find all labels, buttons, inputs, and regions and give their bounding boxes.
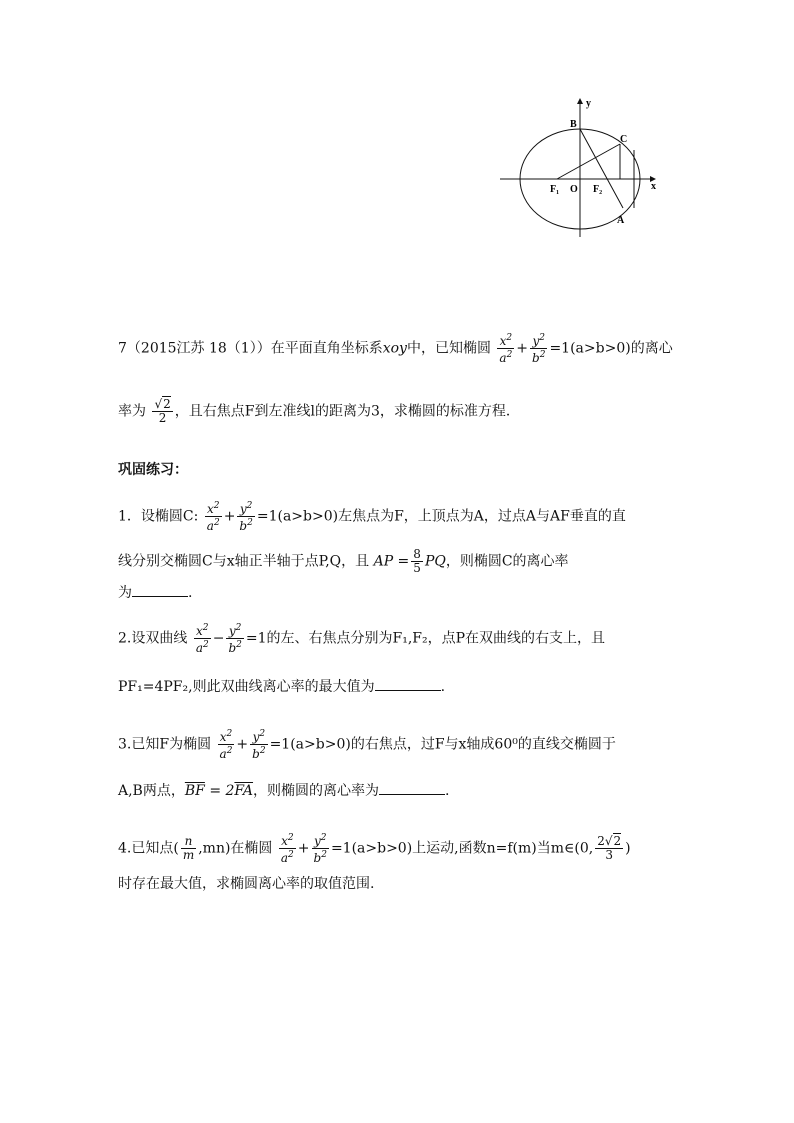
ex4-line1-d: ) [625, 840, 631, 857]
label-B: B [570, 119, 577, 130]
fraction-n-m: $\frac{n}{m}$ [182, 834, 195, 862]
ex3-line1: 3.已知F为椭圆 $\frac{x^2}{a^2}$ + $\frac{y^2}{b^2}$ =1(a>b>0)的右焦点，过F与x轴成60⁰的直线交椭圆于 [118, 729, 616, 761]
fraction-sqrt2-over-2: $\frac{√2}{2}$ [154, 397, 171, 425]
ex1-line1-a: 1．设椭圆C: [118, 508, 199, 525]
label-F1: F₁ [550, 184, 560, 195]
fraction-x2-a2: $\frac{x^2}{a^2}$ [499, 333, 513, 365]
y-axis-arrow [577, 98, 583, 104]
problem7-suffix: 的离心 [630, 340, 673, 357]
ex1-line1: 1．设椭圆C: $\frac{x^2}{a^2}$ + $\frac{y^2}{b^2}$ =1(a>b>0)左焦点为F，上顶点为A，过点A与AF垂直的直 [118, 501, 626, 533]
ex1-line3: 为 . [118, 582, 192, 603]
ex3-line1-a: 3.已知F为椭圆 [118, 736, 212, 753]
problem7-line2-prefix: 率为 [118, 403, 146, 420]
ex2-line1-a: 2.设双曲线 [118, 630, 188, 647]
fraction-x2-a2: $\frac{x^2}{a^2}$ [195, 623, 209, 655]
ex4-line1-c: =1(a>b>0)上运动,函数n=f(m)当m∈(0, [330, 840, 594, 857]
ex4-line1-a: 4.已知点( [118, 840, 179, 857]
ex3-line2-b: ，则椭圆的离心率为 [253, 783, 380, 799]
fraction-y2-b2: $\frac{y^2}{b^2}$ [532, 333, 546, 365]
label-x: x [651, 181, 656, 192]
vector-PQ: PQ [424, 553, 446, 570]
ex1-line2-b: ，则椭圆C的离心率 [445, 553, 569, 570]
ex2-line2: PF₁=4PF₂,则此双曲线离心率的最大值为 . [118, 676, 445, 697]
ex3-line2-a: A,B两点， [118, 783, 185, 799]
ex4-line1: 4.已知点( $\frac{n}{m}$ ,mn)在椭圆 $\frac{x^2}{a^2}$ + $\frac{y^2}{b^2}$ =1(a>b>0)上运动,函数n=f(m)当m∈(0, $\frac{2√2}{3}$ ) [118, 833, 631, 865]
fraction-x2-a2: $\frac{x^2}{a^2}$ [206, 501, 220, 533]
segment-F1C [557, 144, 620, 179]
fraction-y2-b2: $\frac{y^2}{b^2}$ [239, 501, 253, 533]
ex4-line1-b: ,mn)在椭圆 [198, 840, 273, 857]
ex2-line1-b: =1的左、右焦点分别为F₁,F₂，点P在双曲线的右支上，且 [245, 630, 606, 647]
problem7-prefix: 7（2015江苏 18（1））在平面直角坐标系 [118, 340, 383, 357]
ex1-line2-a: 线分别交椭圆C与x轴正半轴于点P,Q，且 [118, 553, 370, 570]
problem7-line2 [118, 398, 520, 425]
ex1-line2: 线分别交椭圆C与x轴正半轴于点P,Q，且 AP = $\frac{8}{5}$ PQ，则椭圆C的离心率 [118, 547, 569, 575]
answer-blank [379, 780, 445, 795]
problem7-line2-rest: ，且右焦点F到左准线l的距离为3，求椭圆的标准方程． [174, 403, 520, 420]
ellipse-figure [498, 96, 666, 240]
label-O: O [570, 184, 578, 195]
ex3-line2: A,B两点，$\overline{BF} = 2\overline{FA}$，则椭圆的离心率为 . [118, 780, 449, 801]
problem7-xoy: xoy [382, 340, 407, 357]
fraction-y2-b2: $\frac{y^2}{b^2}$ [313, 833, 327, 865]
ex1-line3-text: 为 [118, 585, 132, 601]
vector-AP: AP [373, 553, 394, 570]
problem7-mid: 中，已知椭圆 [406, 340, 491, 357]
fraction-2sqrt2-over-3: $\frac{2√2}{3}$ [597, 834, 622, 862]
segment-BA [580, 129, 623, 208]
fraction-x2-a2: $\frac{x^2}{a^2}$ [219, 729, 233, 761]
fraction-x2-a2: $\frac{x^2}{a^2}$ [280, 833, 294, 865]
fraction-8-5: $\frac{8}{5}$ [413, 547, 421, 575]
ex1-line1-b: =1(a>b>0)左焦点为F，上顶点为A，过点A与AF垂直的直 [256, 508, 626, 525]
label-A: A [617, 215, 625, 226]
ex2-line2-text: PF₁=4PF₂,则此双曲线离心率的最大值为 [118, 679, 375, 695]
ex4-line2: 时存在最大值，求椭圆离心率的取值范围. [118, 876, 375, 892]
answer-blank [375, 676, 441, 691]
label-y: y [586, 98, 591, 109]
vector-equation: $\overline{BF} = 2\overline{FA}$ [184, 783, 254, 799]
answer-blank [132, 582, 188, 597]
label-C: C [620, 134, 628, 145]
ex3-line1-b: =1(a>b>0)的右焦点，过F与x轴成60⁰的直线交椭圆于 [269, 736, 616, 753]
problem7-line1: 7（2015江苏 18（1））在平面直角坐标系xoy中，已知椭圆 $\frac{x^2}{a^2}$ + $\frac{y^2}{b^2}$ =1(a>b>0)的离心 [118, 333, 673, 365]
fraction-y2-b2: $\frac{y^2}{b^2}$ [252, 729, 266, 761]
ex2-line1: 2.设双曲线 $\frac{x^2}{a^2}$ − $\frac{y^2}{b^2}$ =1的左、右焦点分别为F₁,F₂，点P在双曲线的右支上，且 [118, 623, 606, 655]
fraction-y2-b2: $\frac{y^2}{b^2}$ [228, 623, 242, 655]
label-F2: F₂ [593, 184, 603, 195]
problem7-condition: =1(a>b>0) [549, 340, 631, 357]
section-title: 巩固练习： [118, 462, 188, 478]
